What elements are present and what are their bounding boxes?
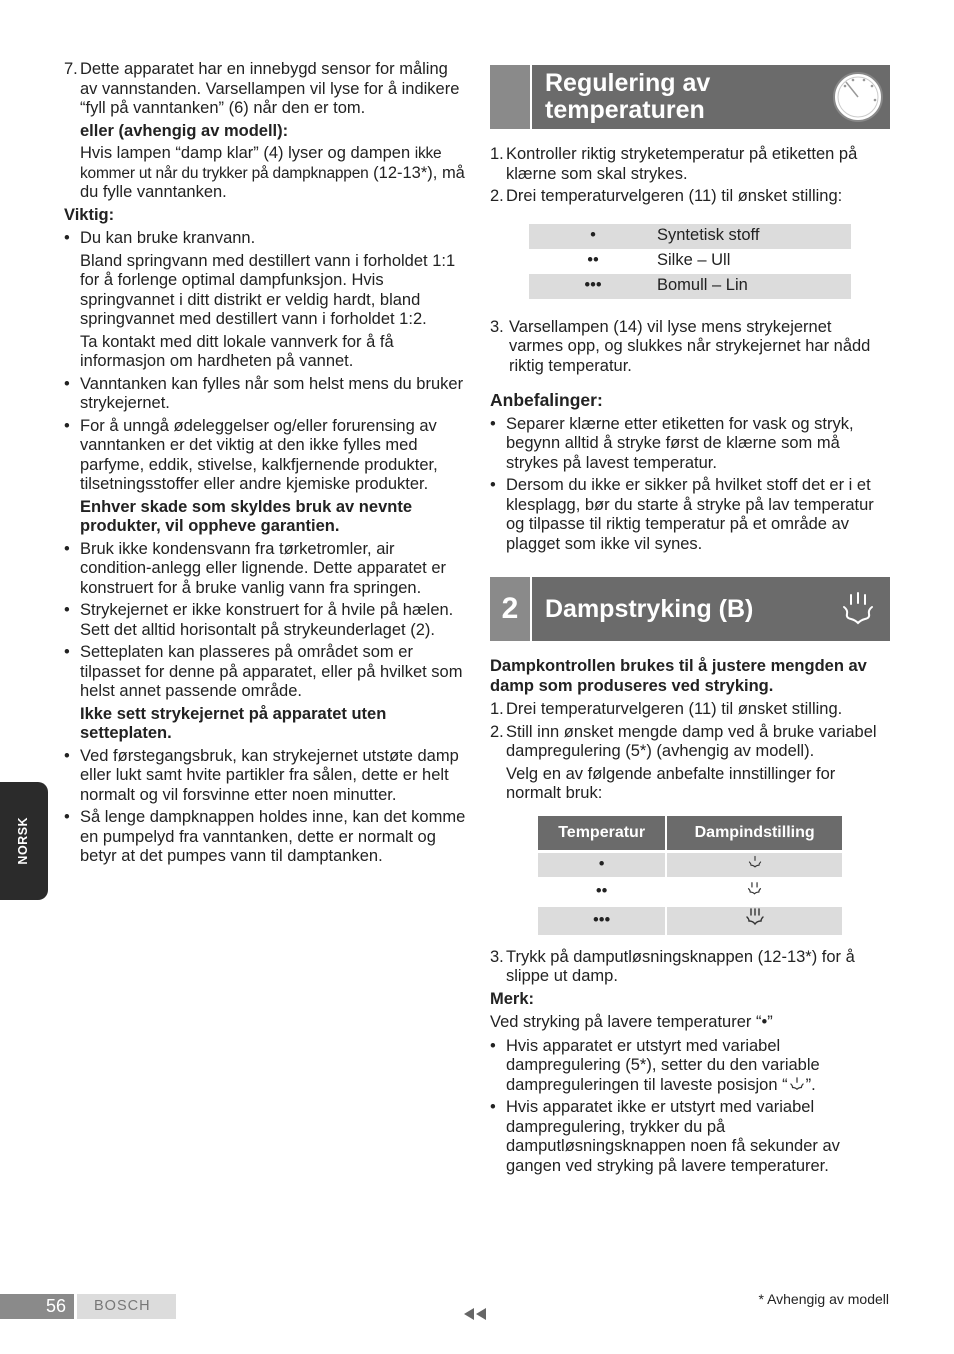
temp-dots: •• bbox=[587, 251, 599, 270]
steam-icon bbox=[826, 577, 890, 641]
paragraph: Ta kontakt med ditt lokale vannverk for å få informasjon om hardheten på vannet. bbox=[80, 332, 394, 370]
table-row bbox=[538, 853, 842, 877]
warranty-warning: Enhver skade som skyldes bruk av nevnte produkter, vil oppheve garantien. bbox=[80, 497, 412, 535]
section-tab bbox=[490, 65, 532, 129]
fabric-label: Bomull – Lin bbox=[657, 274, 851, 299]
section-title: Dampstryking (B) bbox=[545, 594, 754, 623]
temp-dots: ••• bbox=[538, 907, 665, 935]
or-model-heading: eller (avhengig av modell): bbox=[80, 121, 289, 140]
table-row bbox=[538, 880, 842, 905]
temperature-table bbox=[529, 224, 851, 299]
or-text-a: Hvis lampen “damp klar” (4) lyser og dampen bbox=[80, 144, 415, 162]
steam-intro: Dampkontrollen brukes til å justere mengden av damp som produseres ved stryking. bbox=[490, 657, 867, 695]
list-item bbox=[64, 601, 466, 640]
bullet: • bbox=[490, 1036, 496, 1055]
setteplate-warning: Ikke sett strykejernet på apparatet uten setteplaten. bbox=[80, 704, 387, 742]
step-number: 1. bbox=[490, 700, 504, 718]
list-item bbox=[490, 1098, 890, 1176]
brand-label: BOSCH bbox=[77, 1294, 176, 1319]
item-text: Dette apparatet har en innebygd sensor for måling av vannstanden. Varsellampen vil lyse for å indikere “fyll på vanntanken” (6) når den er tom. bbox=[80, 60, 460, 117]
steam-settings-table bbox=[536, 813, 844, 938]
step-number: 1. bbox=[490, 145, 504, 163]
list-item bbox=[64, 540, 466, 599]
bullet-text: Dersom du ikke er sikker på hvilket stoff det er i et klesplagg, bør du starte å stryke på lav temperatur og tilpasse til riktig temperatur på et område av plagget som ikke vil synes. bbox=[506, 476, 874, 553]
bullet: • bbox=[64, 374, 70, 393]
footnote: * Avhengig av modell bbox=[758, 1291, 889, 1307]
bullet-text: Separer klærne etter etiketten for vask og stryk, begynn alltid å stryke først de klærne som må strykes på lavest temperatur. bbox=[506, 414, 854, 472]
section-number: 2 bbox=[490, 577, 532, 641]
list-item bbox=[64, 229, 466, 249]
or-text-c: (12-13*), må du fylle vanntanken. bbox=[80, 163, 465, 201]
or-text-b: ikke kommer ut når du trykker på dampknappen bbox=[80, 145, 442, 182]
step-text: Drei temperaturvelgeren (11) til ønsket stilling: bbox=[506, 187, 843, 205]
bullet: • bbox=[64, 229, 70, 247]
steam-low-icon bbox=[667, 853, 842, 877]
step-number: 2. bbox=[490, 187, 504, 205]
section-header-steam bbox=[490, 577, 890, 641]
bullet: • bbox=[64, 601, 70, 619]
recommendations-heading: Anbefalinger: bbox=[490, 390, 603, 410]
right-column bbox=[490, 65, 890, 1179]
bullet: • bbox=[490, 414, 496, 433]
important-heading: Viktig: bbox=[64, 205, 115, 224]
fabric-label: Syntetisk stoff bbox=[657, 224, 851, 249]
bullet: • bbox=[490, 1098, 496, 1116]
bullet: • bbox=[490, 476, 496, 494]
note-heading: Merk: bbox=[490, 989, 535, 1008]
table-row bbox=[538, 907, 842, 935]
steam-high-icon bbox=[667, 907, 842, 935]
bullet: • bbox=[64, 643, 70, 661]
page-number: 56 bbox=[0, 1294, 74, 1319]
temp-dots: • bbox=[538, 853, 665, 877]
left-column bbox=[64, 60, 466, 870]
bullet-text: Ved førstegangsbruk, kan strykejernet utstøte damp eller lukt samt hvite partikler fra sålen, dette er helt normalt og vil forsvinne etter noen minutter. bbox=[80, 746, 459, 804]
table-header bbox=[538, 816, 842, 850]
section-title: Regulering av temperaturen bbox=[545, 69, 711, 124]
list-item bbox=[490, 476, 890, 554]
step-text: Kontroller riktig stryketemperatur på etiketten på klærne som skal strykes. bbox=[506, 145, 858, 183]
list-item bbox=[490, 415, 890, 474]
step-3 bbox=[490, 948, 890, 987]
step-number: 3. bbox=[490, 947, 504, 966]
step-1 bbox=[490, 145, 890, 184]
bullet-text bbox=[506, 1037, 890, 1096]
note-b1-a: Hvis apparatet er utstyrt med variabel dampregulering (5*), setter du den variable dampreguleringen til laveste posisjon “ bbox=[506, 1036, 820, 1094]
bullet: • bbox=[64, 808, 70, 826]
list-item bbox=[64, 643, 466, 702]
paragraph: Velg en av følgende anbefalte innstillinger for normalt bruk: bbox=[506, 764, 836, 802]
bullet-text: For å unngå ødeleggelser og/eller forurensing av vanntanken er det viktig at den ikke fylles med parfyme, eddik, stivelse, kalkfjernende produkter, tilsetningsstoffer eller andre kjemiske produkter. bbox=[80, 416, 438, 493]
bullet: • bbox=[64, 539, 70, 558]
bullet-text: Setteplaten kan plasseres på området som er tilpasset for denne på apparatet, eller på hvilket som helst annet passende område. bbox=[80, 643, 463, 700]
step-text: Still inn ønsket mengde damp ved å bruke variabel dampregulering (5*) (avhengig av modell). bbox=[506, 722, 877, 760]
temp-dots: ••• bbox=[529, 274, 657, 299]
step-2 bbox=[490, 723, 890, 762]
list-item bbox=[490, 1037, 890, 1096]
table-row bbox=[529, 274, 851, 299]
column-header-temperature: Temperatur bbox=[538, 816, 665, 850]
language-label: NORSK bbox=[16, 817, 31, 865]
column-header-steam: Dampindstilling bbox=[667, 816, 842, 850]
note-text: Ved stryking på lavere temperaturer “•” bbox=[490, 1013, 773, 1031]
note-b1-b: ”. bbox=[805, 1075, 816, 1094]
bullet-text: Strykejernet er ikke konstruert for å hvile på hælen. Sett det alltid horisontalt på strykeunderlaget (2). bbox=[80, 601, 454, 639]
temp-dots: •• bbox=[595, 882, 608, 900]
temperature-dial-icon bbox=[826, 65, 890, 129]
bullet-text: Vanntanken kan fylles når som helst mens du bruker strykejernet. bbox=[80, 374, 464, 412]
or-model-text bbox=[64, 144, 466, 203]
table-row bbox=[529, 249, 851, 274]
step-text: Drei temperaturvelgeren (11) til ønsket stilling. bbox=[506, 700, 843, 718]
section-header-temperature bbox=[490, 65, 890, 129]
bullet-text: Så lenge dampknappen holdes inne, kan det komme en pumpelyd fra vanntanken, dette er normalt og betyr at det pumpes vann til damptanken. bbox=[80, 808, 466, 865]
bullet: • bbox=[64, 746, 70, 765]
step-number: 3. bbox=[490, 317, 504, 336]
bullet-text: Hvis apparatet ikke er utstyrt med variabel dampregulering, trykker du på damputløsningsknappen noen få sekunder av gangen ved stryking på lavere temperaturer. bbox=[506, 1098, 840, 1175]
step-3 bbox=[490, 318, 890, 377]
step-2 bbox=[490, 187, 890, 207]
item-7 bbox=[64, 60, 466, 119]
list-item bbox=[64, 417, 466, 495]
list-item bbox=[64, 747, 466, 806]
bullet: • bbox=[64, 416, 70, 435]
step-1 bbox=[490, 700, 890, 720]
paragraph: Bland springvann med destillert vann i forholdet 1:1 for å forlenge optimal dampfunksjon. Hvis springvannet i ditt distrikt er veldig hardt, bland springvannet med destillert vann i forholdet 1:2. bbox=[80, 251, 456, 328]
list-item bbox=[64, 375, 466, 414]
step-text: Varsellampen (14) vil lyse mens strykejernet varmes opp, og slukkes når strykejernet har nådd riktig temperatur. bbox=[509, 317, 871, 375]
list-item bbox=[64, 808, 466, 867]
steam-low-icon bbox=[788, 1077, 806, 1091]
step-text: Trykk på damputløsningsknappen (12-13*) for å slippe ut damp. bbox=[506, 947, 855, 985]
step-number: 2. bbox=[490, 722, 504, 741]
bullet-text: Du kan bruke kranvann. bbox=[80, 229, 256, 247]
language-tab bbox=[0, 782, 48, 900]
steam-medium-icon bbox=[667, 880, 842, 905]
temp-dots: • bbox=[529, 224, 657, 249]
bullet-text: Bruk ikke kondensvann fra tørketromler, air condition-anlegg eller lignende. Dette apparatet er konstruert for å bruke vanlig vann fra springen. bbox=[80, 539, 446, 597]
rewind-arrows-icon bbox=[462, 1307, 488, 1321]
item-number: 7. bbox=[64, 60, 78, 78]
fabric-label: Silke – Ull bbox=[657, 251, 731, 270]
table-row bbox=[529, 224, 851, 249]
